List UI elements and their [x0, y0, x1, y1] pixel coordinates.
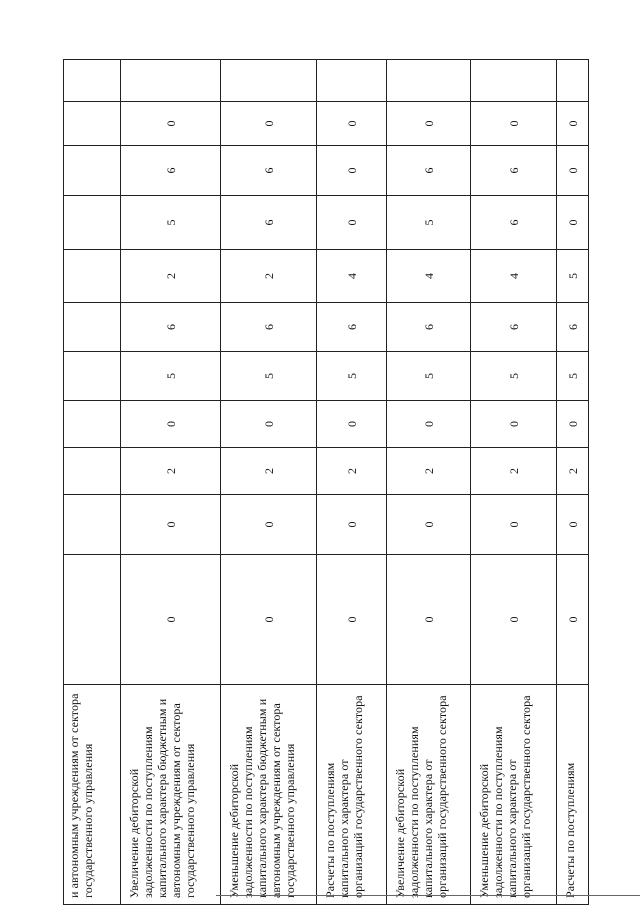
table-row: [557, 60, 589, 905]
cell: 0: [557, 102, 589, 146]
cell: 4: [317, 250, 387, 303]
cell: 0: [121, 102, 221, 146]
cell: [221, 60, 317, 102]
cell: [387, 60, 471, 102]
cell: 0: [317, 146, 387, 196]
cell: 0: [557, 196, 589, 250]
table-row: [221, 60, 317, 905]
cell: 5: [471, 352, 557, 401]
cell: 0: [221, 102, 317, 146]
cell: 0: [317, 102, 387, 146]
cell: 0: [387, 495, 471, 555]
cell: 0: [557, 146, 589, 196]
cell: 2: [317, 448, 387, 495]
cell: 6: [221, 303, 317, 352]
cell: 0: [557, 495, 589, 555]
table-row: [387, 60, 471, 905]
cell: [64, 555, 121, 685]
cell: 0: [471, 102, 557, 146]
cell: [64, 352, 121, 401]
cell: 6: [471, 146, 557, 196]
cell: 6: [221, 196, 317, 250]
cell: 0: [317, 495, 387, 555]
cell: 4: [471, 250, 557, 303]
cell: 0: [317, 401, 387, 448]
cell: 6: [121, 146, 221, 196]
cell: 0: [121, 401, 221, 448]
cell: 0: [221, 495, 317, 555]
cell: 2: [387, 448, 471, 495]
cell: 6: [387, 146, 471, 196]
cell: 2: [471, 448, 557, 495]
cell: 5: [387, 352, 471, 401]
cell: 0: [221, 401, 317, 448]
cell: 0: [387, 555, 471, 685]
row-label: и автономным учреждениям от сектора государственного управления: [64, 685, 121, 905]
cell: [64, 448, 121, 495]
cell: 0: [471, 401, 557, 448]
cell: 6: [557, 303, 589, 352]
cell: 6: [471, 196, 557, 250]
row-label: Расчеты по поступлениям: [557, 685, 589, 905]
cell: 0: [317, 196, 387, 250]
cell: [64, 60, 121, 102]
cell: 2: [221, 448, 317, 495]
table-row: [64, 60, 121, 905]
cell: 0: [557, 555, 589, 685]
cell: 5: [557, 352, 589, 401]
cell: 4: [387, 250, 471, 303]
cell: 5: [121, 352, 221, 401]
cell: 6: [317, 303, 387, 352]
cell: 0: [387, 102, 471, 146]
row-label: Расчеты по поступлениям капитального характера от организаций государственного сектора: [317, 685, 387, 905]
cell: [317, 60, 387, 102]
cell: 0: [471, 495, 557, 555]
cell: 5: [387, 196, 471, 250]
cell: [64, 146, 121, 196]
cell: 5: [557, 250, 589, 303]
cell: 2: [121, 250, 221, 303]
cell: 6: [221, 146, 317, 196]
cell: 2: [557, 448, 589, 495]
cell: 0: [317, 555, 387, 685]
cell: [557, 60, 589, 102]
cell: [64, 102, 121, 146]
cell: 0: [121, 555, 221, 685]
cell: 2: [221, 250, 317, 303]
row-label: Увеличение дебиторской задолженности по поступлениям капитального характера от организаций государственного сектора: [387, 685, 471, 905]
cell: [64, 303, 121, 352]
table-row: [317, 60, 387, 905]
cell: [64, 250, 121, 303]
cell: [121, 60, 221, 102]
table-row: [121, 60, 221, 905]
row-label: Увеличение дебиторской задолженности по поступлениям капитального характера бюджетным и автономным учреждениям от сектора государственного управления: [121, 685, 221, 905]
cell: 6: [387, 303, 471, 352]
cell: 0: [557, 401, 589, 448]
cell: 0: [121, 495, 221, 555]
cell: 5: [221, 352, 317, 401]
row-label: Уменьшение дебиторской задолженности по поступлениям капитального характера бюджетным и автономным учреждениям от сектора государственного управления: [221, 685, 317, 905]
cell: [471, 60, 557, 102]
cell: 2: [121, 448, 221, 495]
accounts-table: [63, 59, 589, 905]
cell: [64, 401, 121, 448]
cell: [64, 196, 121, 250]
row-label: Уменьшение дебиторской задолженности по поступлениям капитального характера от организаций государственного сектора: [471, 685, 557, 905]
cell: 6: [121, 303, 221, 352]
rotated-page: [63, 60, 580, 905]
cell: [64, 495, 121, 555]
cell: 5: [121, 196, 221, 250]
cell: 0: [221, 555, 317, 685]
page-edge-line: [216, 895, 640, 896]
cell: 0: [471, 555, 557, 685]
table-row: [471, 60, 557, 905]
cell: 0: [387, 401, 471, 448]
cell: 6: [471, 303, 557, 352]
cell: 5: [317, 352, 387, 401]
